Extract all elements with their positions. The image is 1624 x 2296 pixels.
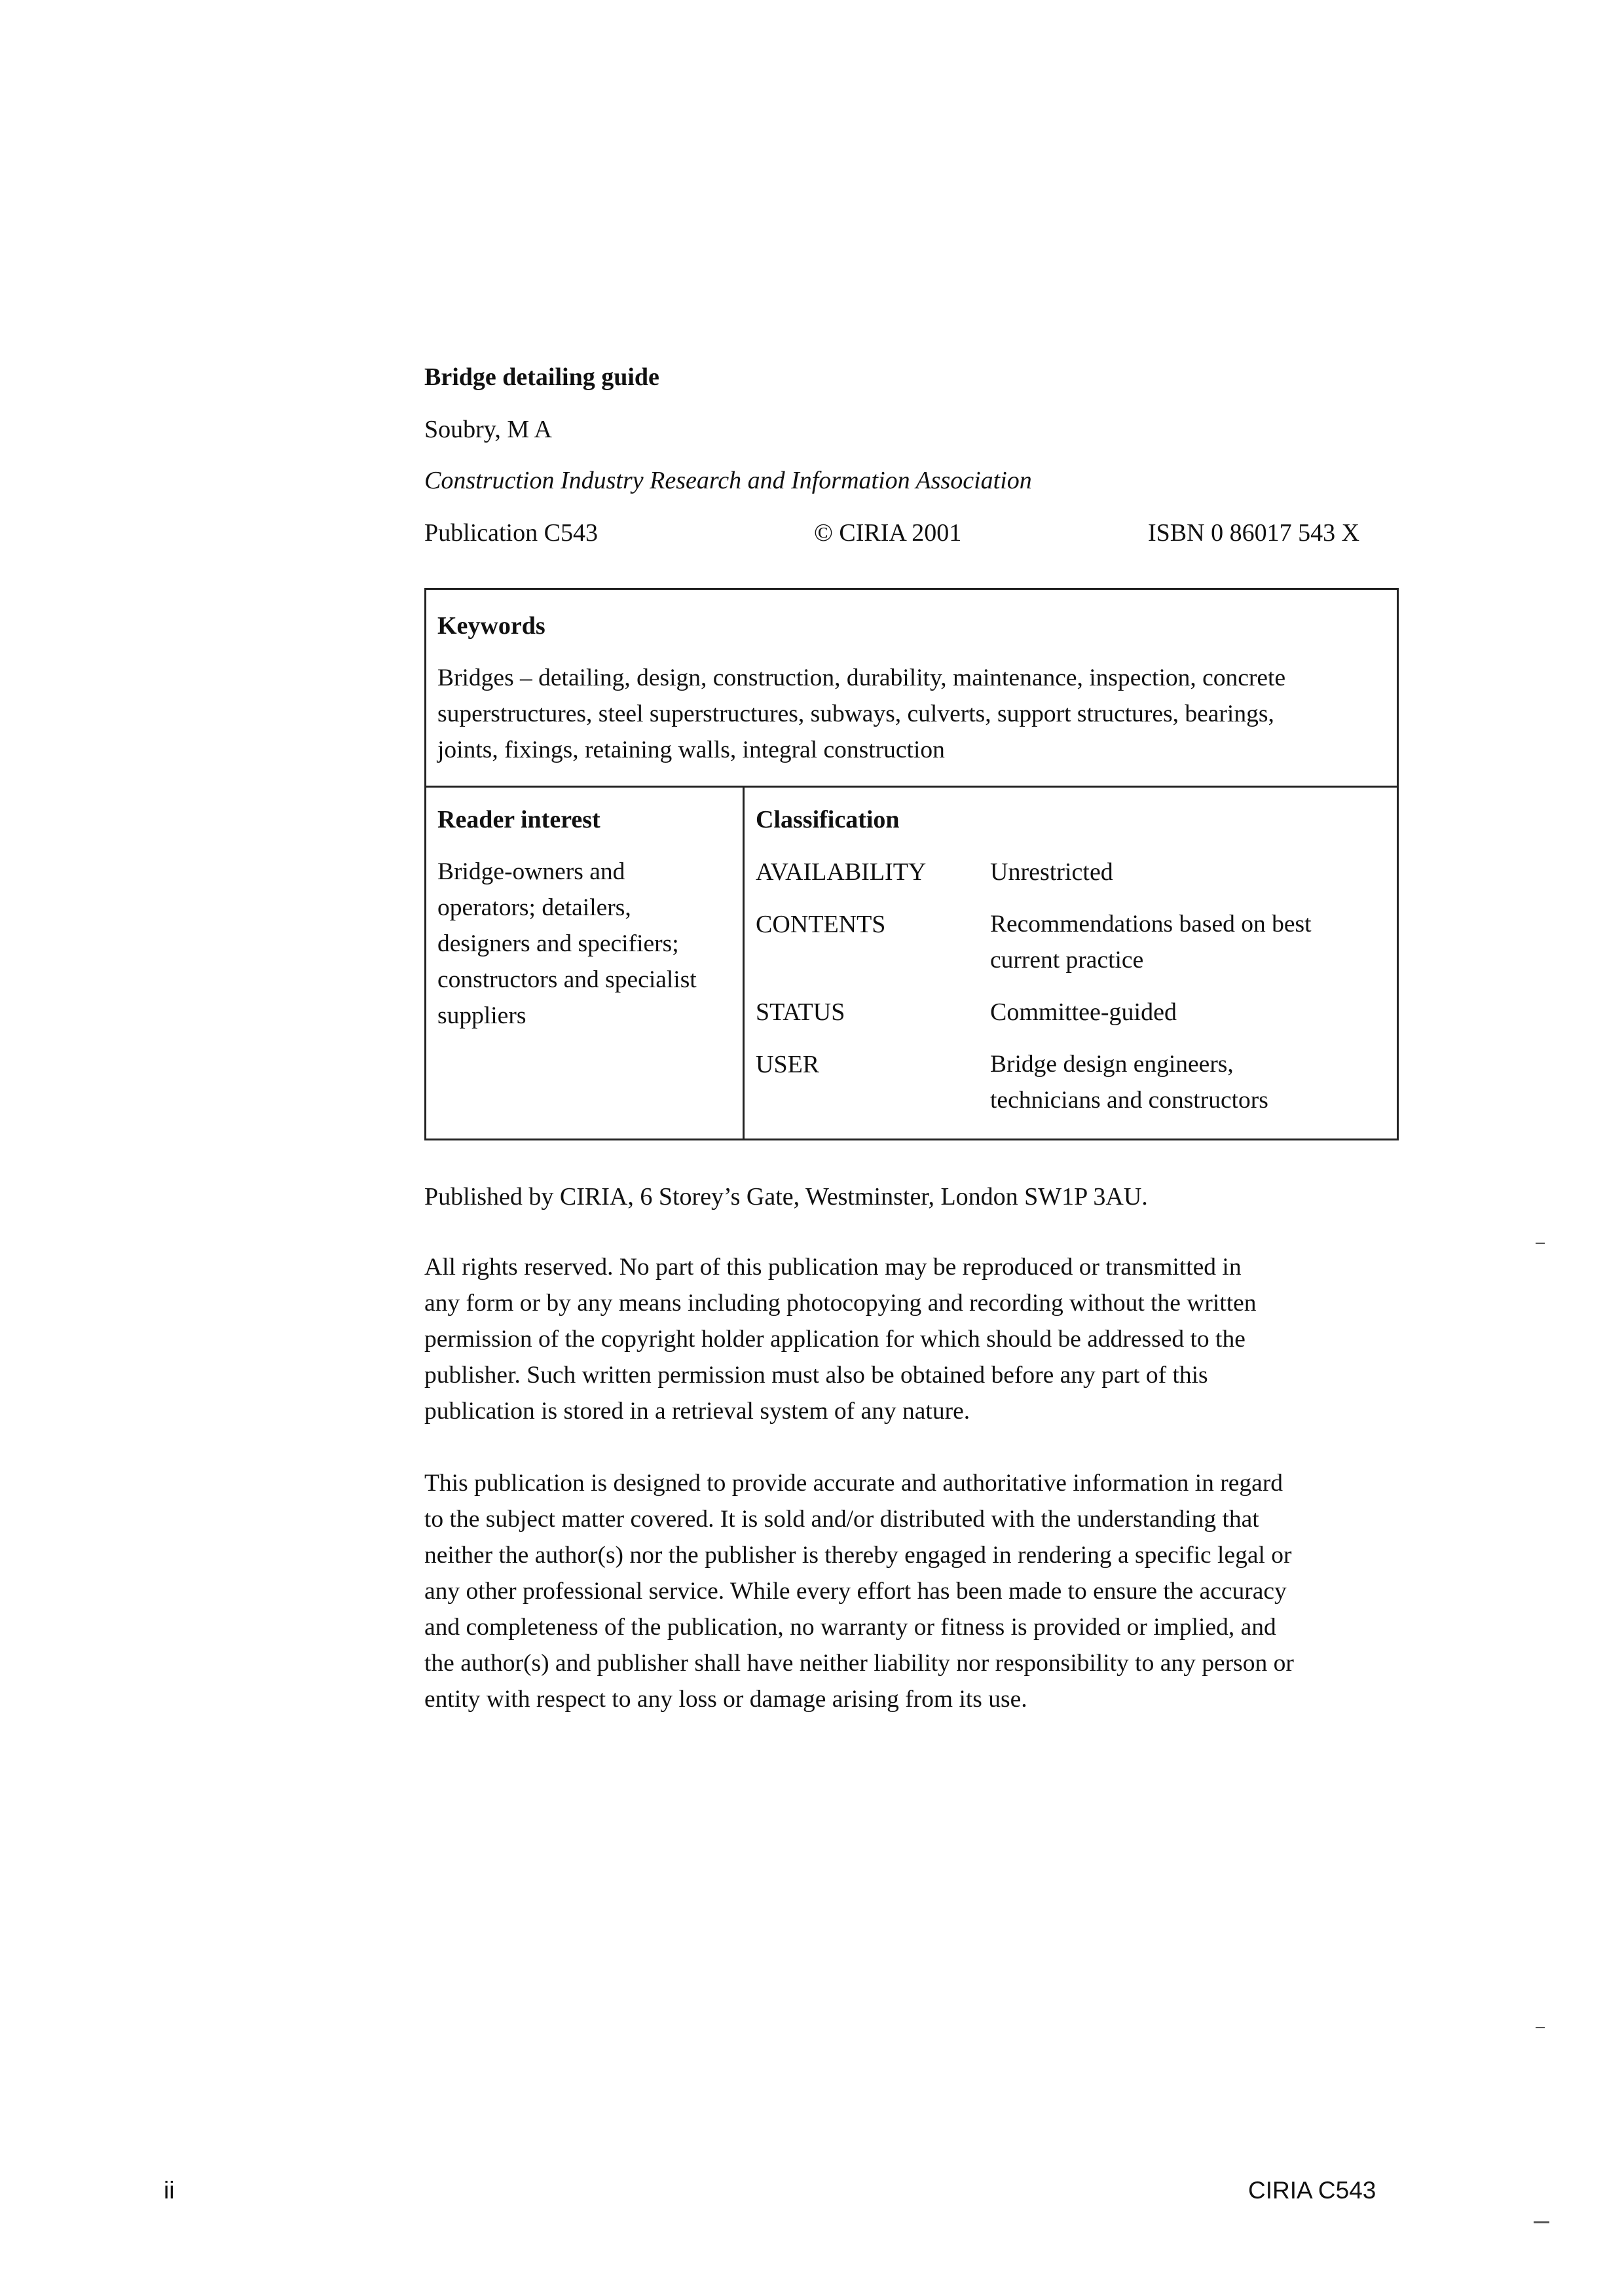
classification-label-user: USER xyxy=(756,1051,820,1078)
rights-line: permission of the copyright holder application for which should be addressed to the xyxy=(424,1326,1246,1353)
organisation: Construction Industry Research and Information Association xyxy=(424,467,1032,494)
reader-interest-line: designers and specifiers; xyxy=(437,930,679,957)
disclaimer-paragraph xyxy=(424,1465,1294,1717)
disclaimer-line: the author(s) and publisher shall have neither liability nor responsibility to any person or xyxy=(424,1650,1294,1677)
classification-value-status: Committee-guided xyxy=(990,998,1177,1026)
classification-value-user xyxy=(990,1046,1268,1118)
rights-paragraph xyxy=(424,1249,1257,1429)
disclaimer-line: neither the author(s) nor the publisher is thereby engaged in rendering a specific legal or xyxy=(424,1542,1292,1569)
isbn: ISBN 0 86017 543 X xyxy=(1148,519,1360,547)
reader-interest-line: suppliers xyxy=(437,1002,526,1029)
keywords-line: Bridges – detailing, design, construction, durability, maintenance, inspection, concrete xyxy=(437,665,1286,691)
disclaimer-line: to the subject matter covered. It is sold and/or distributed with the understanding that xyxy=(424,1506,1259,1533)
reader-interest-heading: Reader interest xyxy=(437,806,600,833)
classification-value-line: current practice xyxy=(990,947,1144,974)
document-title: Bridge detailing guide xyxy=(424,363,659,391)
margin-mark xyxy=(1536,2027,1545,2028)
keywords-text xyxy=(437,660,1285,768)
keywords-line: joints, fixings, retaining walls, integral construction xyxy=(437,737,945,763)
publication-number: Publication C543 xyxy=(424,519,598,547)
disclaimer-line: This publication is designed to provide accurate and authoritative information in regard xyxy=(424,1470,1283,1497)
author: Soubry, M A xyxy=(424,416,552,443)
box-divider-vertical xyxy=(743,786,745,1140)
margin-mark xyxy=(1536,1243,1545,1244)
copyright: © CIRIA 2001 xyxy=(814,519,962,547)
published-by: Published by CIRIA, 6 Storey’s Gate, Westminster, London SW1P 3AU. xyxy=(424,1183,1148,1211)
rights-line: publisher. Such written permission must also be obtained before any part of this xyxy=(424,1362,1208,1389)
box-divider-horizontal xyxy=(424,786,1399,788)
reader-interest-text xyxy=(437,854,697,1034)
classification-label-availability: AVAILABILITY xyxy=(756,858,927,886)
keywords-heading: Keywords xyxy=(437,612,545,640)
reader-interest-line: Bridge-owners and xyxy=(437,858,625,885)
classification-value-availability: Unrestricted xyxy=(990,858,1113,886)
rights-line: All rights reserved. No part of this publication may be reproduced or transmitted in xyxy=(424,1254,1242,1281)
disclaimer-line: entity with respect to any loss or damage arising from its use. xyxy=(424,1686,1027,1713)
footer-series: CIRIA C543 xyxy=(1248,2177,1376,2204)
classification-heading: Classification xyxy=(756,806,900,833)
classification-label-contents: CONTENTS xyxy=(756,911,886,938)
keywords-line: superstructures, steel superstructures, subways, culverts, support structures, bearings, xyxy=(437,701,1274,727)
disclaimer-line: and completeness of the publication, no warranty or fitness is provided or implied, and xyxy=(424,1614,1276,1641)
classification-value-contents xyxy=(990,906,1312,978)
disclaimer-line: any other professional service. While every effort has been made to ensure the accuracy xyxy=(424,1578,1287,1605)
classification-label-status: STATUS xyxy=(756,998,845,1026)
reader-interest-line: constructors and specialist xyxy=(437,966,697,993)
classification-value-line: Recommendations based on best xyxy=(990,911,1312,938)
rights-line: any form or by any means including photocopying and recording without the written xyxy=(424,1290,1257,1317)
page-number: ii xyxy=(164,2177,175,2204)
classification-value-line: Bridge design engineers, xyxy=(990,1051,1234,1078)
margin-mark xyxy=(1534,2221,1549,2223)
reader-interest-line: operators; detailers, xyxy=(437,894,631,921)
rights-line: publication is stored in a retrieval system of any nature. xyxy=(424,1398,970,1425)
classification-value-line: technicians and constructors xyxy=(990,1087,1268,1114)
